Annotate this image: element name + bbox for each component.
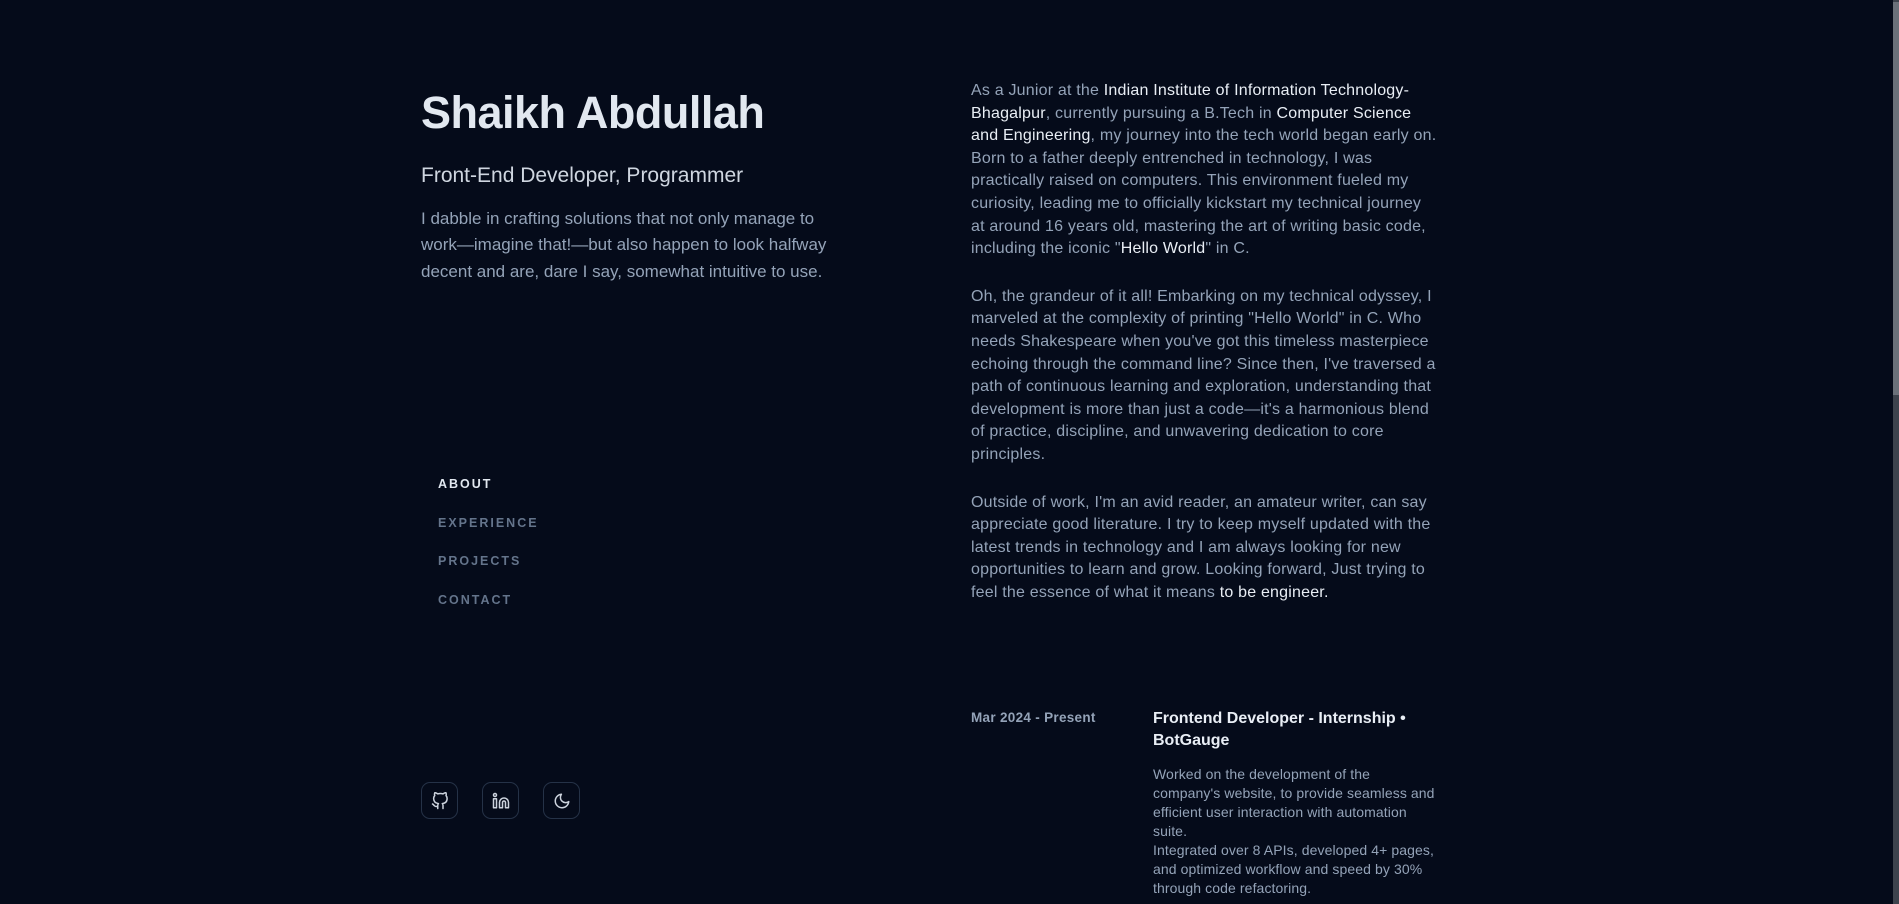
experience-item <box>971 708 1437 898</box>
profile-tagline: I dabble in crafting solutions that not only manage to work—imagine that!—but also happen to look halfway decent and are, dare I say, somewhat intuitive to use. <box>421 208 827 281</box>
about-paragraph-3 <box>971 492 1437 605</box>
profile-title: Front-End Developer, Programmer <box>421 163 744 187</box>
paragraph-text: , currently pursuing a B.Tech in <box>1045 104 1277 122</box>
github-icon <box>431 792 449 810</box>
linkedin-icon <box>492 792 510 810</box>
main-content <box>971 0 1437 898</box>
inline-link[interactable]: Computer Science and Engineering <box>971 104 1412 145</box>
paragraph-text: , my journey into the tech world began early on. Born to a father deeply entrenched in technology, I was practically raised on computers. This environment fueled my curiosity, leading me to officially kickstart my technical journey at around 16 years old, mastering the art of writing basic code, including the iconic " <box>971 127 1437 258</box>
scrollbar-track[interactable] <box>1893 0 1899 904</box>
paragraph-text: Outside of work, I'm an avid reader, an amateur writer, can say appreciate good literature. I try to keep myself updated with the latest trends in technology and I am always looking for new opportunities to learn and grow. Looking forward, Just trying to feel the essence of what it means <box>971 493 1431 601</box>
paragraph-text: " in C. <box>1205 240 1250 258</box>
scrollbar-thumb[interactable] <box>1893 2 1899 395</box>
nav-item-experience[interactable] <box>438 516 539 555</box>
nav-item-label: CONTACT <box>438 592 513 607</box>
nav-item-label: ABOUT <box>438 477 493 491</box>
main-nav <box>438 477 539 631</box>
inline-link[interactable]: to be engineer. <box>1219 583 1329 601</box>
paragraph-text: As a Junior at the <box>971 82 1104 99</box>
inline-link[interactable]: Indian Institute of Information Technology-Bhagalpur <box>971 82 1410 122</box>
about-paragraph-2 <box>971 286 1437 467</box>
profile-name: Shaikh Abdullah <box>421 87 765 138</box>
nav-item-label: EXPERIENCE <box>438 515 539 530</box>
nav-item-label: PROJECTS <box>438 554 522 568</box>
social-links <box>421 782 580 819</box>
experience-date: Mar 2024 - Present <box>971 710 1096 726</box>
experience-title[interactable]: Frontend Developer - Internship • BotGauge <box>1153 710 1406 750</box>
theme-toggle-button[interactable] <box>543 782 580 819</box>
experience-description: Worked on the development of the company's website, to provide seamless and efficient user interaction with automation suite. Integrated over 8 APIs, developed 4+ pages, and optimized workflow and speed by 30% through code refactoring. <box>1153 766 1435 897</box>
experience-section <box>971 708 1437 898</box>
about-paragraph-1 <box>971 80 1437 261</box>
nav-item-projects[interactable] <box>438 554 539 593</box>
nav-item-about[interactable] <box>438 477 539 516</box>
paragraph-text: Oh, the grandeur of it all! Embarking on my technical odyssey, I marveled at the complexity of printing "Hello World" in C. Who needs Shakespeare when you've got this timeless masterpiece echoing through the command line? Since then, I've traversed a path of continuous learning and exploration, understanding that development is more than just a code—it's a harmonious blend of practice, discipline, and unwavering dedication to core principles. <box>971 287 1436 463</box>
linkedin-button[interactable] <box>482 782 519 819</box>
github-button[interactable] <box>421 782 458 819</box>
nav-list <box>438 477 539 631</box>
experience-body <box>1153 708 1437 898</box>
nav-item-contact[interactable] <box>438 593 539 632</box>
inline-link[interactable]: Hello World <box>1120 240 1206 258</box>
moon-icon <box>553 792 571 810</box>
about-section <box>971 80 1437 604</box>
left-header <box>421 0 861 904</box>
